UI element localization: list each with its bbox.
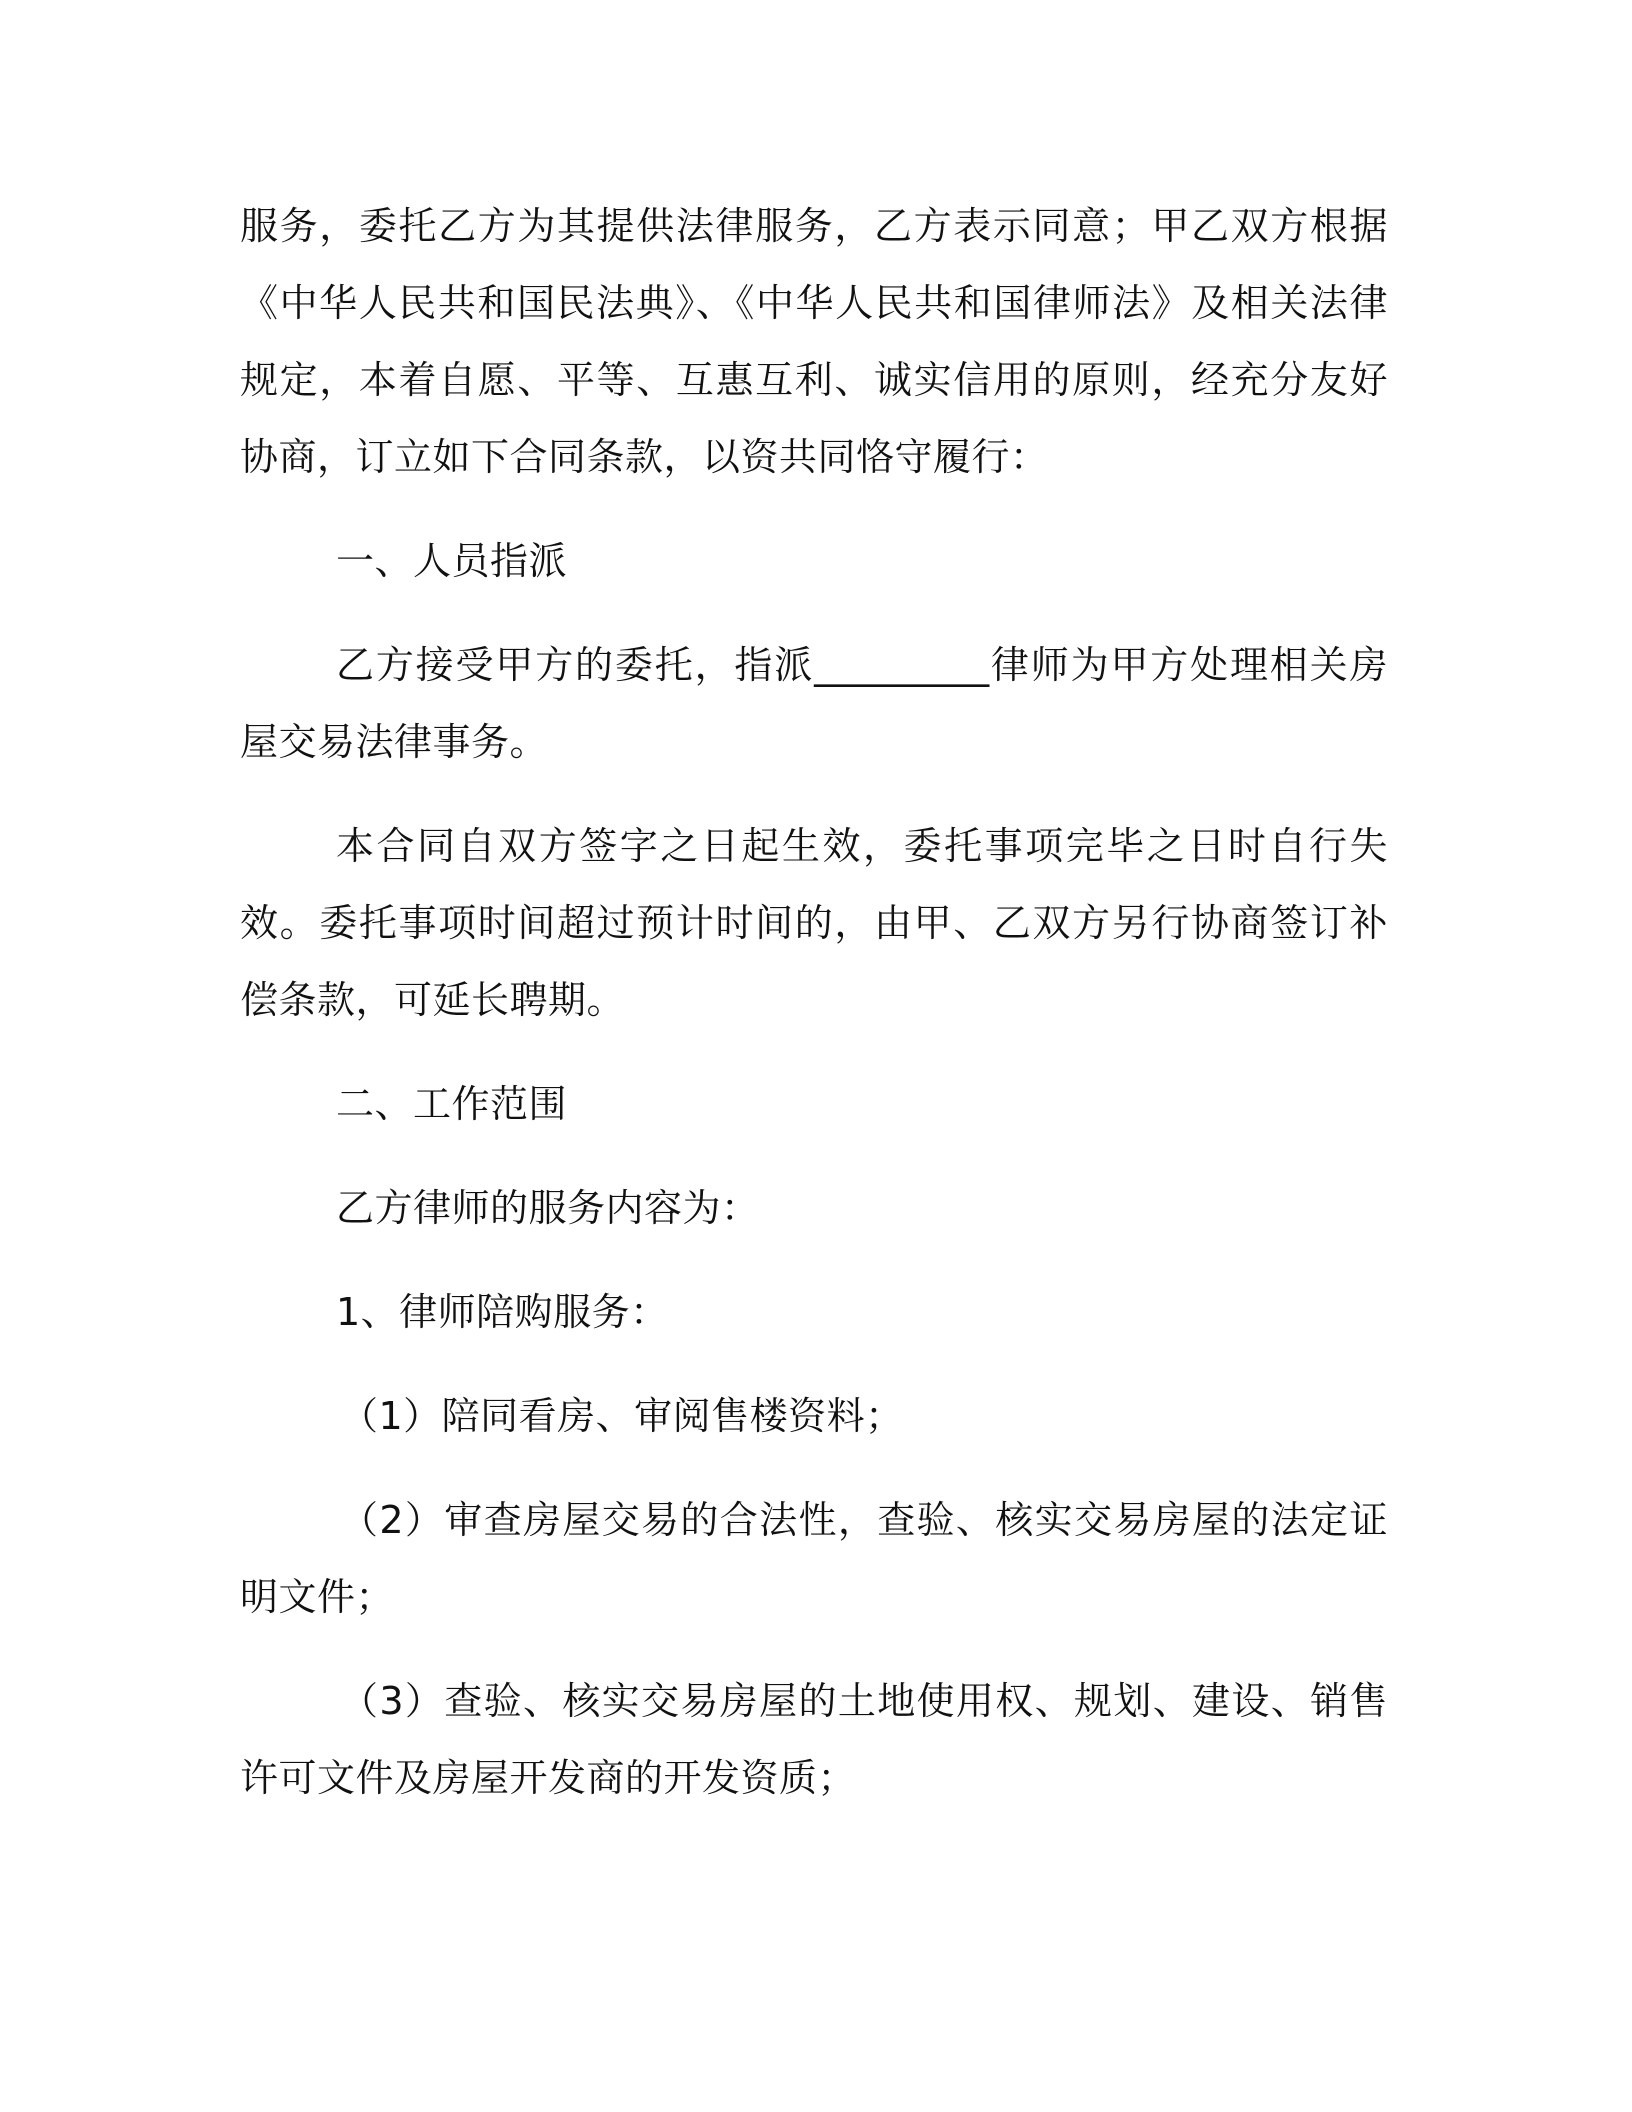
service-subitem-2: （2）审查房屋交易的合法性，查验、核实交易房屋的法定证明文件；: [240, 1498, 1388, 1619]
scope-intro-paragraph: 乙方律师的服务内容为：: [336, 1186, 760, 1230]
section-heading-scope: 二、工作范围: [336, 1082, 568, 1126]
intro-paragraph: 服务，委托乙方为其提供法律服务，乙方表示同意；甲乙双方根据《中华人民共和国民法典》、《中华人民共和国律师法》及相关法律规定，本着自愿、平等、互惠互利、诚实信用的原则，经充分友好协商，订立如下合同条款，以资共同恪守履行：: [240, 204, 1388, 479]
service-subitem-3: （3）查验、核实交易房屋的土地使用权、规划、建设、销售许可文件及房屋开发商的开发资质；: [240, 1679, 1388, 1800]
section-heading-personnel: 一、人员指派: [336, 539, 568, 583]
term-paragraph: 本合同自双方签字之日起生效，委托事项完毕之日时自行失效。委托事项时间超过预计时间的，由甲、乙双方另行协商签订补偿条款，可延长聘期。: [240, 824, 1388, 1022]
service-subitem-1: （1）陪同看房、审阅售楼资料；: [340, 1394, 904, 1438]
document-body: [240, 188, 1388, 1844]
service-item-1: 1、律师陪购服务：: [336, 1290, 669, 1334]
assignment-paragraph: 乙方接受甲方的委托，指派_________律师为甲方处理相关房屋交易法律事务。: [240, 643, 1388, 764]
